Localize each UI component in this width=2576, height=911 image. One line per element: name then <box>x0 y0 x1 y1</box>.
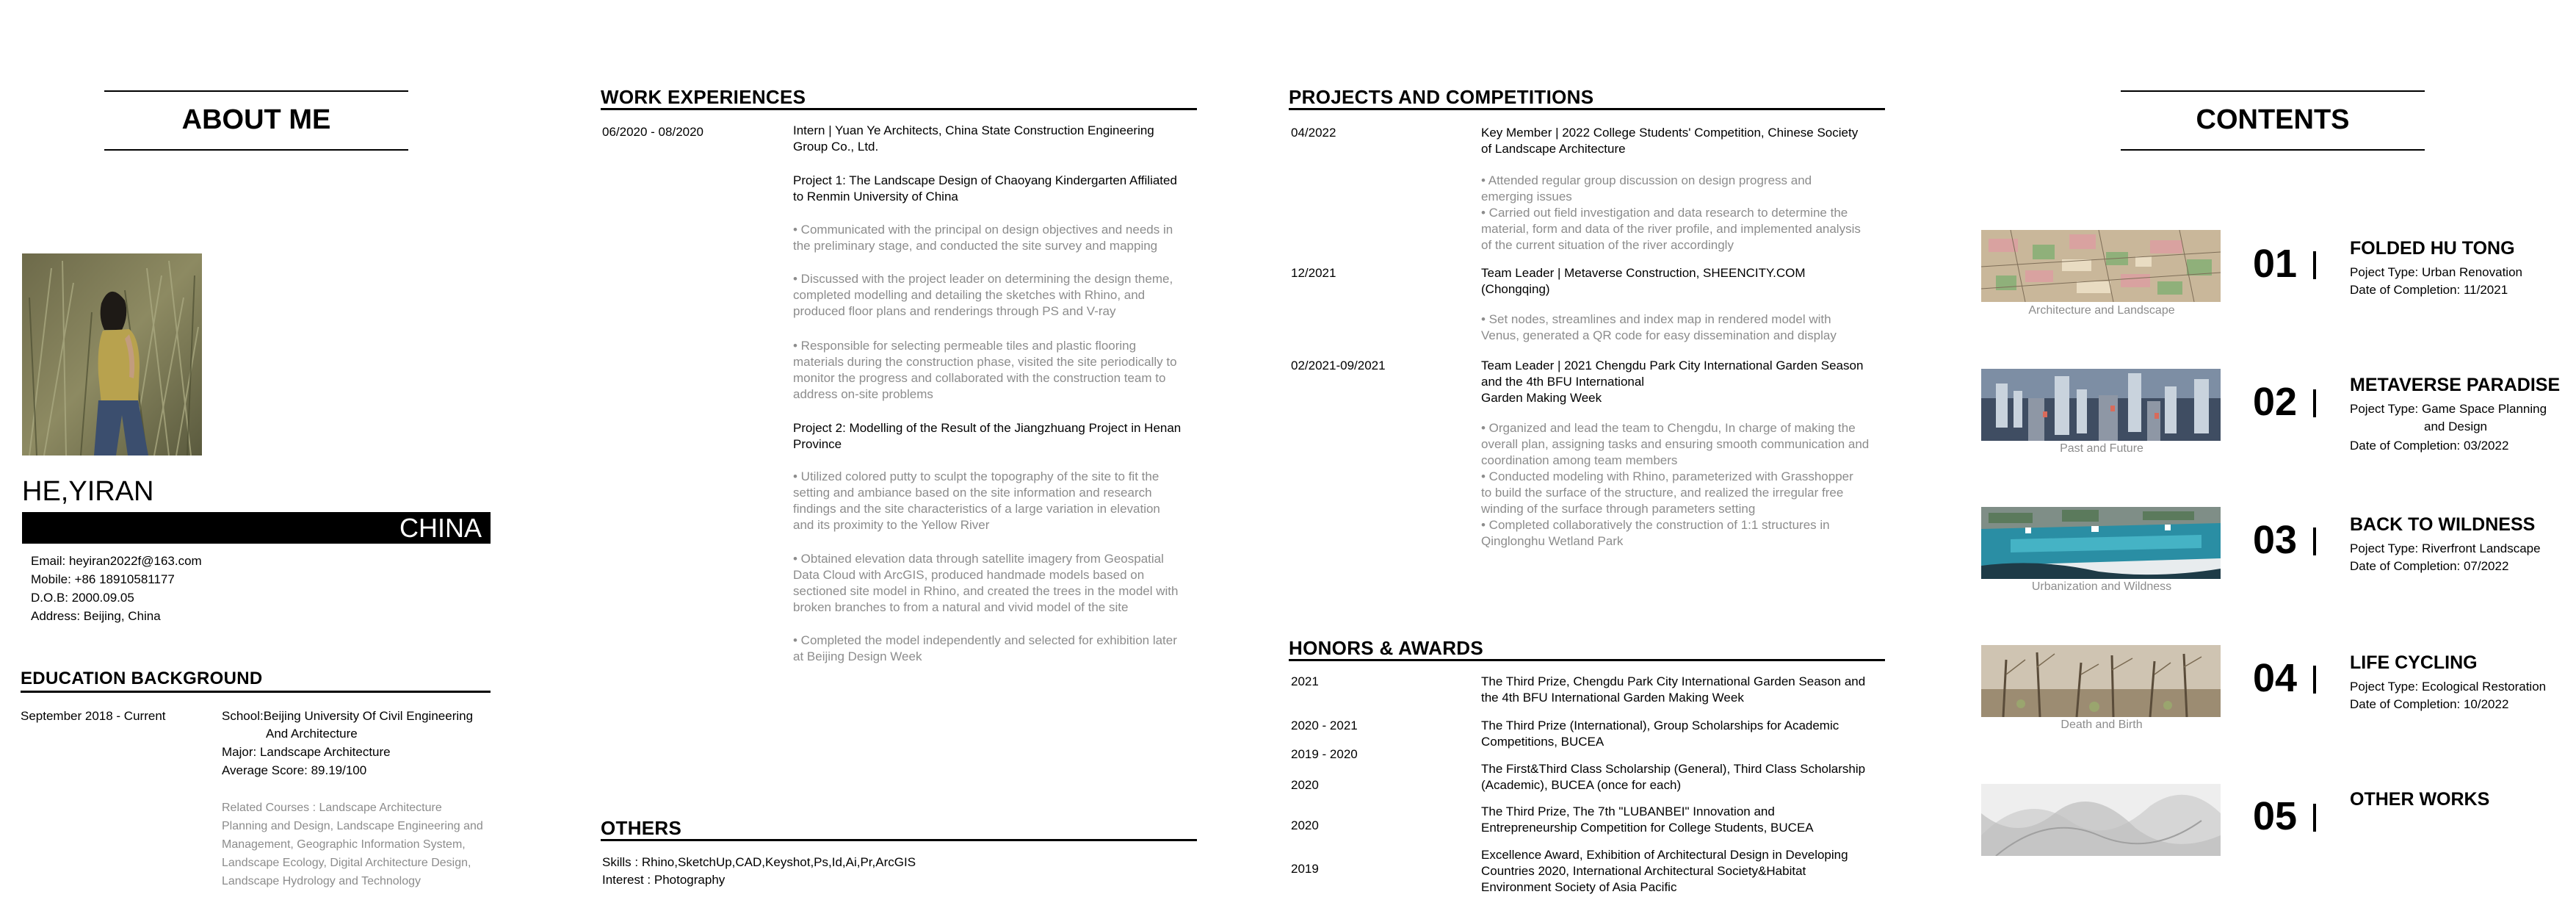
work-role: Intern | Yuan Ye Architects, China State Construction Engineering Group Co., Ltd. <box>793 123 1154 154</box>
education-school: School:Beijing University Of Civil Engineering <box>222 709 474 723</box>
work-date: 06/2020 - 08/2020 <box>602 125 704 139</box>
about-top-rule <box>104 90 408 92</box>
contents-bottom-rule <box>2121 149 2425 151</box>
project-number: 04 <box>2253 656 2298 700</box>
project-date: Date of Completion: 10/2022 <box>2350 697 2509 711</box>
others-rule <box>601 839 1197 841</box>
project-title[interactable]: FOLDED HU TONG <box>2350 238 2515 259</box>
project-title[interactable]: BACK TO WILDNESS <box>2350 514 2536 535</box>
work-title: WORK EXPERIENCES <box>601 86 806 108</box>
project-item-date: 12/2021 <box>1291 266 1336 280</box>
honor-year: 2019 <box>1291 862 1319 876</box>
project-title[interactable]: METAVERSE PARADISE <box>2350 375 2561 395</box>
project2-bullet-3: • Completed the model independently and selected for exhibition later at Beijing Design Week <box>793 633 1177 663</box>
project-caption: Urbanization and Wildness <box>2031 580 2172 593</box>
project-number: 03 <box>2253 518 2298 562</box>
education-major: Major: Landscape Architecture <box>222 745 391 759</box>
number-divider <box>2313 804 2316 832</box>
project-caption: Architecture and Landscape <box>2028 304 2175 317</box>
education-school-cont: And Architecture <box>266 727 358 741</box>
project-type: Poject Type: Game Space Planning <box>2350 402 2547 416</box>
about-bottom-rule <box>104 149 408 151</box>
address-text: Address: Beijing, China <box>31 609 161 623</box>
project1-title: Project 1: The Landscape Design of Chaoyang Kindergarten Affiliated to Renmin University of China <box>793 173 1177 204</box>
country-label: CHINA <box>399 513 482 543</box>
project-caption: Past and Future <box>2060 442 2143 455</box>
project2-title: Project 2: Modelling of the Result of the Jiangzhuang Project in Henan Province <box>793 421 1182 451</box>
contents-top-rule <box>2121 90 2425 92</box>
honor-text: The Third Prize, Chengdu Park City International Garden Season and the 4th BFU International Garden Making Week <box>1481 674 1866 705</box>
project-item-role: Team Leader | Metaverse Construction, SHEENCITY.COM (Chongqing) <box>1481 266 1806 296</box>
honor-year: 2020 - 2021 <box>1291 719 1358 732</box>
project-type-cont: and Design <box>2424 420 2488 433</box>
projects-rule <box>1289 108 1885 110</box>
project1-bullet-2: • Discussed with the project leader on determining the design theme, completed modelling and detailing the sketches with Rhino, and produced floor plans and renderings through PS and V-ray <box>793 272 1173 318</box>
project-thumbnail[interactable] <box>1981 230 2221 302</box>
others-title: OTHERS <box>601 817 682 839</box>
honors-title: HONORS & AWARDS <box>1289 637 1483 659</box>
project-number: 05 <box>2253 794 2298 838</box>
project-item-role: Team Leader | 2021 Chengdu Park City International Garden Season and the 4th BFU International Garden Making Week <box>1481 359 1864 405</box>
projects-title: PROJECTS AND COMPETITIONS <box>1289 86 1594 108</box>
education-title: EDUCATION BACKGROUND <box>21 669 263 688</box>
number-divider <box>2313 527 2316 555</box>
honor-text: The Third Prize, The 7th "LUBANBEI" Innovation and Entrepreneurship Competition for College Students, BUCEA <box>1481 804 1814 835</box>
education-period: September 2018 - Current <box>21 709 166 723</box>
about-title: ABOUT ME <box>181 104 331 135</box>
number-divider <box>2313 251 2316 279</box>
education-score: Average Score: 89.19/100 <box>222 763 367 777</box>
work-rule <box>601 108 1197 110</box>
project-number: 01 <box>2253 242 2298 286</box>
project-item-role: Key Member | 2022 College Students' Competition, Chinese Society of Landscape Architecture <box>1481 126 1859 156</box>
project1-bullet-3: • Responsible for selecting permeable tiles and plastic flooring materials during the construction phase, visited the site periodically to monitor the progress and collaborated with the construction team to address on-site problems <box>793 339 1177 401</box>
honor-year: 2019 - 2020 <box>1291 747 1358 761</box>
project-item-desc: • Organized and lead the team to Chengdu, In charge of making the overall plan, assigning tasks and ensuring smooth communication and coordination among team members • Conducted modeling with Rhino, parameterized with Grasshopper to build the surface of the structure, and realized the irregular free winding of the surface through parameters setting • Completed collaboratively the construction of 1:1 structures in Qinglonghu Wetland Park <box>1481 421 1870 548</box>
project-thumbnail[interactable] <box>1981 507 2221 579</box>
profile-photo <box>22 253 202 455</box>
number-divider <box>2313 666 2316 694</box>
project-item-desc: • Set nodes, streamlines and index map in rendered model with Venus, generated a QR code for easy dissemination and display <box>1481 312 1837 342</box>
project-number: 02 <box>2253 380 2298 424</box>
project-caption: Death and Birth <box>2061 719 2143 731</box>
mobile-text: Mobile: +86 18910581177 <box>31 572 175 586</box>
project2-bullet-2: • Obtained elevation data through satellite imagery from Geospatial Data Cloud with ArcGIS, produced handmade models based on sectioned site model in Rhino, and created the trees in the model with broken branches to from a natural and vivid model of the site <box>793 552 1179 614</box>
contents-title: CONTENTS <box>2196 104 2350 135</box>
project2-bullet-1: • Utilized colored putty to sculpt the topography of the site to fit the setting and ambiance based on the site information and research findings and the site characteristics of a large variation in elevation and its proximity to the Yellow River <box>793 469 1160 532</box>
project-title[interactable]: OTHER WORKS <box>2350 789 2490 810</box>
project-type: Poject Type: Riverfront Landscape <box>2350 541 2541 555</box>
project-thumbnail[interactable] <box>1981 369 2221 441</box>
project-title[interactable]: LIFE CYCLING <box>2350 652 2478 673</box>
project-thumbnail[interactable] <box>1981 784 2221 856</box>
interest-text: Interest : Photography <box>602 873 726 887</box>
project-item-date: 04/2022 <box>1291 126 1336 140</box>
project-type: Poject Type: Ecological Restoration <box>2350 680 2547 694</box>
honors-rule <box>1289 659 1885 661</box>
person-name: HE,YIRAN <box>22 476 154 507</box>
project-date: Date of Completion: 07/2022 <box>2350 559 2509 573</box>
honor-text: The First&Third Class Scholarship (General), Third Class Scholarship (Academic), BUCEA (once for each) <box>1481 762 1866 792</box>
email-text: Email: heyiran2022f@163.com <box>31 554 202 568</box>
education-courses: Related Courses : Landscape Architecture Planning and Design, Landscape Engineering and Management, Geographic Information System, Landscape Ecology, Digital Architecture Design, Landscape Hydrology and Technology <box>222 802 483 887</box>
honor-text: Excellence Award, Exhibition of Architectural Design in Developing Countries 2020, International Architectural Society&Habitat Environment Society of Asia Pacific <box>1481 848 1848 894</box>
honor-year: 2020 <box>1291 778 1319 792</box>
project-type: Poject Type: Urban Renovation <box>2350 265 2522 279</box>
honor-year: 2020 <box>1291 818 1319 832</box>
project-date: Date of Completion: 11/2021 <box>2350 283 2508 297</box>
project-thumbnail[interactable] <box>1981 645 2221 717</box>
honor-year: 2021 <box>1291 674 1319 688</box>
education-rule <box>21 691 491 693</box>
number-divider <box>2313 389 2316 417</box>
honor-text: The Third Prize (International), Group Scholarships for Academic Competitions, BUCEA <box>1481 719 1839 749</box>
dob-text: D.O.B: 2000.09.05 <box>31 591 134 605</box>
project-item-desc: • Attended regular group discussion on design progress and emerging issues • Carried out field investigation and data research to determine the material, form and data of the river profile, and implemented analysis of the current situation of the river accordingly <box>1481 173 1861 252</box>
project-item-date: 02/2021-09/2021 <box>1291 359 1386 372</box>
skills-text: Skills : Rhino,SketchUp,CAD,Keyshot,Ps,Id,Ai,Pr,ArcGIS <box>602 855 916 869</box>
project-date: Date of Completion: 03/2022 <box>2350 439 2509 453</box>
project1-bullet-1: • Communicated with the principal on design objectives and needs in the preliminary stage, and conducted the site survey and mapping <box>793 223 1173 253</box>
